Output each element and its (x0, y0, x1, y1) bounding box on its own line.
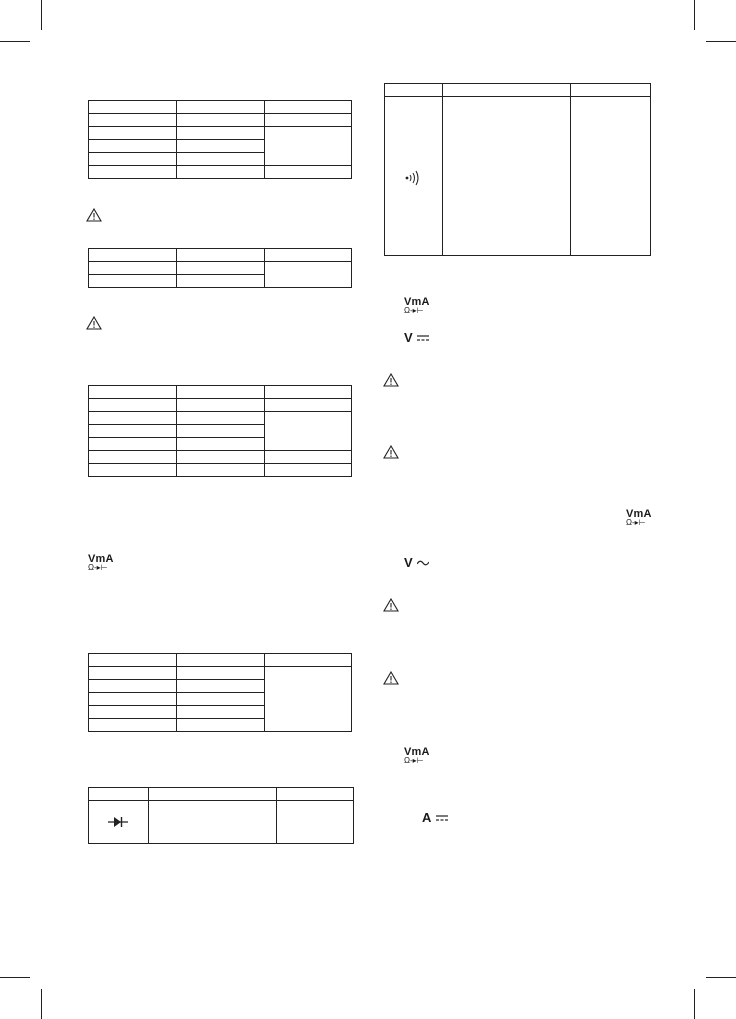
crop-mark (694, 989, 695, 1019)
crop-mark (41, 0, 42, 30)
vma-label: VmA (88, 553, 114, 565)
dc-icon (417, 334, 429, 342)
ac-voltage-symbol (404, 555, 429, 571)
warning-triangle-icon (383, 671, 399, 685)
dc-icon (436, 814, 448, 822)
warning-triangle-icon (383, 373, 399, 387)
warning-triangle-icon (383, 445, 399, 459)
continuity-sound-icon (403, 170, 423, 186)
crop-mark (0, 977, 30, 978)
dc-current-symbol (422, 810, 448, 826)
crop-mark (706, 977, 736, 978)
ac-voltage-label: V (404, 555, 413, 570)
crop-mark (41, 989, 42, 1019)
crop-mark (706, 41, 736, 42)
vma-ohm-diode-symbol (88, 554, 114, 572)
ohm-diode-label: Ω-▸⊢ (404, 756, 424, 765)
vma-ohm-diode-symbol (404, 747, 430, 765)
ohm-diode-label: Ω-▸⊢ (88, 563, 108, 572)
dc-voltage-label: V (404, 330, 413, 345)
vma-label: VmA (626, 508, 652, 520)
diode-icon (108, 816, 128, 828)
ohm-diode-label: Ω-▸⊢ (404, 306, 424, 315)
spec-table-1 (88, 100, 352, 179)
continuity-table (384, 83, 651, 256)
spec-table-4 (88, 653, 352, 732)
crop-mark (694, 0, 695, 30)
warning-triangle-icon (383, 598, 399, 612)
vma-label: VmA (404, 296, 430, 308)
spec-table-2 (88, 248, 352, 288)
crop-mark (0, 41, 30, 42)
ohm-diode-label: Ω-▸⊢ (626, 518, 646, 527)
vma-label: VmA (404, 746, 430, 758)
dc-current-label: A (422, 810, 432, 825)
spec-table-3 (88, 385, 352, 477)
warning-triangle-icon (86, 208, 102, 222)
warning-triangle-icon (86, 316, 102, 330)
dc-voltage-symbol (404, 330, 429, 346)
vma-ohm-diode-symbol (626, 509, 652, 527)
ac-icon (417, 559, 429, 567)
vma-ohm-diode-symbol (404, 297, 430, 315)
